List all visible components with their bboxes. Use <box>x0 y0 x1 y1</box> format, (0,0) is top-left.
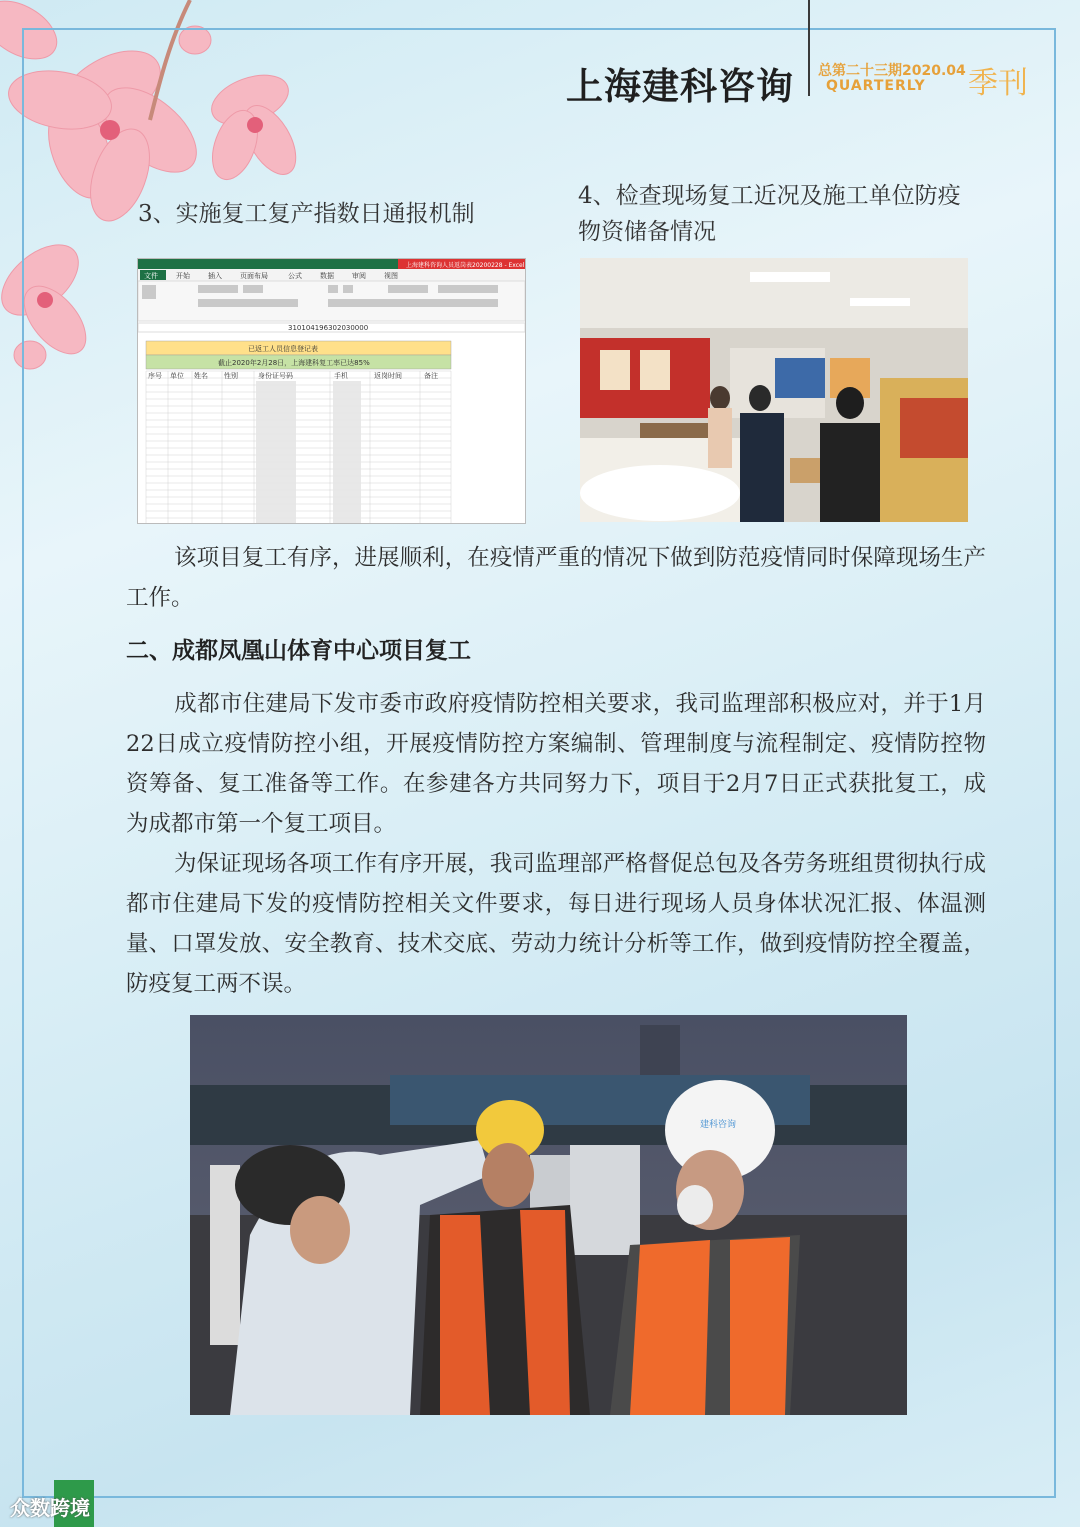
excel-tab: 开始 <box>176 272 190 280</box>
excel-tab: 审阅 <box>352 272 366 280</box>
excel-column-header: 备注 <box>424 372 438 380</box>
temperature-check-photo <box>190 1015 907 1415</box>
excel-column-header: 返岗时间 <box>374 372 402 380</box>
excel-tab: 数据 <box>320 272 334 280</box>
excel-column-header: 序号 <box>148 372 162 380</box>
paragraph-1: 该项目复工有序，进展顺利，在疫情严重的情况下做到防范疫情同时保障现场生产工作。 <box>126 545 986 611</box>
excel-tab: 页面布局 <box>240 272 268 280</box>
site-inspection-photo <box>580 258 968 522</box>
left-figure-heading: 3、实施复工复产指数日通报机制 <box>138 201 475 227</box>
watermark: 众数跨境 <box>10 1496 90 1520</box>
paragraph-2: 成都市住建局下发市委市政府疫情防控相关要求，我司监理部积极应对，并于1月22日成立疫情防控小组，开展疫情防控方案编制、管理制度与流程制定、疫情防控物资筹备、复工准备等工作。在参建各方共同努力下，项目于2月7日正式获批复工，成为成都市第一个复工项目。 <box>126 691 986 837</box>
quarterly-label: QUARTERLY <box>826 78 926 94</box>
excel-column-header: 身份证号码 <box>258 372 293 380</box>
excel-screenshot <box>137 258 526 524</box>
right-figure-heading: 4、检查现场复工近况及施工单位防疫物资储备情况 <box>578 183 961 245</box>
sheet-title: 已返工人员信息登记表 <box>248 345 318 353</box>
issue-number: 总第二十三期2020.04 <box>818 63 966 79</box>
excel-column-header: 单位 <box>170 372 184 380</box>
excel-tab: 插入 <box>208 272 222 280</box>
excel-window-title: 上海建科咨询人员返岗表20200228 - Excel <box>406 262 525 269</box>
section-heading: 二、成都凤凰山体育中心项目复工 <box>126 637 471 664</box>
magazine-title: 上海建科咨询 <box>566 65 794 108</box>
excel-column-header: 姓名 <box>194 372 208 380</box>
formula-bar-value: 310104196302030000 <box>288 324 369 332</box>
excel-tab: 文件 <box>144 272 158 280</box>
sheet-subtitle: 截止2020年2月28日，上海建科复工率已达85% <box>218 359 370 367</box>
helmet-logo-text: 建科咨询 <box>700 1120 737 1130</box>
excel-column-header: 性别 <box>224 372 238 380</box>
season-label: 季刊 <box>968 66 1028 101</box>
paragraph-3: 为保证现场各项工作有序开展，我司监理部严格督促总包及各劳务班组贯彻执行成都市住建局下发的疫情防控相关文件要求，每日进行现场人员身体状况汇报、体温测量、口罩发放、安全教育、技术交底、劳动力统计分析等工作，做到疫情防控全覆盖，防疫复工两不误。 <box>126 851 986 997</box>
excel-tab: 视图 <box>384 272 398 280</box>
excel-tab: 公式 <box>288 272 302 280</box>
excel-column-header: 手机 <box>334 372 348 380</box>
header-divider <box>808 0 810 96</box>
